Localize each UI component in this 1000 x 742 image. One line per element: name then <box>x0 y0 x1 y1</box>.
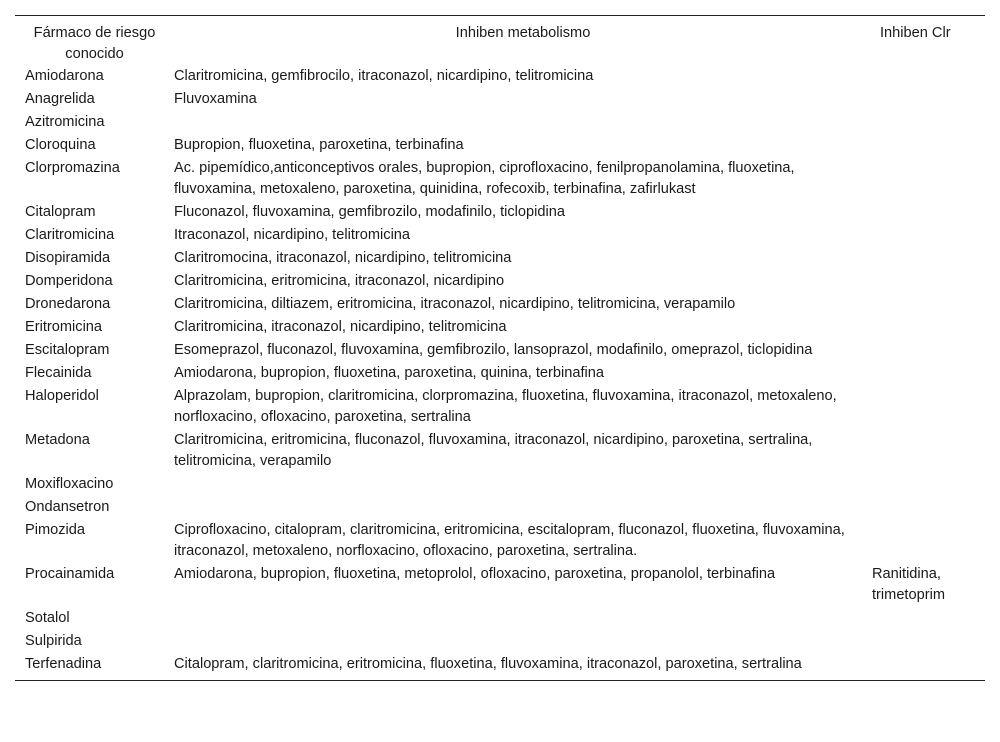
drug-name-cell: Dronedarona <box>25 296 111 312</box>
inhib-metabolism-cell: Alprazolam, bupropion, claritromicina, clorpromazina, fluoxetina, fluvoxamina, itraconazol, metoxaleno, norfloxacino, ofloxacino, paroxetina, sertralina <box>174 388 837 425</box>
inhib-metabolism-cell: Claritromicina, gemfibrocilo, itraconazol, nicardipino, telitromicina <box>174 68 594 84</box>
drug-name-cell: Moxifloxacino <box>25 476 114 492</box>
table-row <box>15 496 985 519</box>
inhib-metabolism-cell <box>174 473 872 496</box>
drug-name-cell: Metadona <box>25 432 90 448</box>
inhib-clr-cell <box>872 157 985 201</box>
table-row <box>15 224 985 247</box>
inhib-metabolism-cell <box>174 111 872 134</box>
table-row <box>15 630 985 653</box>
inhib-clr-cell <box>872 65 985 88</box>
drug-name-cell: Disopiramida <box>25 250 111 266</box>
drug-name-cell: Domperidona <box>25 273 113 289</box>
drug-name-cell: Citalopram <box>25 204 96 220</box>
inhib-metabolism-cell <box>174 496 872 519</box>
inhib-metabolism-cell: Claritromicina, eritromicina, fluconazol, fluvoxamina, itraconazol, nicardipino, paroxetina, sertralina, telitromicina, verapamilo <box>174 432 813 469</box>
inhib-clr-cell <box>872 201 985 224</box>
inhib-metabolism-cell: Amiodarona, bupropion, fluoxetina, paroxetina, quinina, terbinafina <box>174 365 604 381</box>
table-row <box>15 653 985 680</box>
inhib-metabolism-cell: Claritromicina, itraconazol, nicardipino, telitromicina <box>174 319 507 335</box>
header-drug: Fármaco de riesgo conocido <box>33 25 156 62</box>
header-inhib-metabolism: Inhiben metabolismo <box>455 25 591 41</box>
drug-name-cell: Procainamida <box>25 566 115 582</box>
inhib-clr-cell <box>872 224 985 247</box>
inhib-clr-cell <box>872 473 985 496</box>
inhib-metabolism-cell: Ciprofloxacino, citalopram, claritromicina, eritromicina, escitalopram, fluconazol, fluoxetina, fluvoxamina, itraconazol, metoxaleno, norfloxacino, ofloxacino, paroxetina, sertralina. <box>174 522 845 559</box>
inhib-metabolism-cell: Claritromicina, eritromicina, itraconazol, nicardipino <box>174 273 505 289</box>
drug-name-cell: Ondansetron <box>25 499 110 515</box>
drug-name-cell: Amiodarona <box>25 68 104 84</box>
table-row <box>15 65 985 88</box>
inhib-clr-cell <box>872 339 985 362</box>
inhib-clr-cell <box>872 362 985 385</box>
inhib-clr-cell <box>872 88 985 111</box>
inhib-metabolism-cell: Bupropion, fluoxetina, paroxetina, terbinafina <box>174 137 464 153</box>
drug-name-cell: Clorpromazina <box>25 160 120 176</box>
inhib-metabolism-cell <box>174 607 872 630</box>
drug-name-cell: Terfenadina <box>25 656 102 672</box>
inhib-clr-cell: Ranitidina, trimetoprim <box>872 566 945 603</box>
inhib-metabolism-cell: Esomeprazol, fluconazol, fluvoxamina, gemfibrozilo, lansoprazol, modafinilo, omeprazol, ticlopidina <box>174 342 813 358</box>
inhib-clr-cell <box>872 247 985 270</box>
table-row <box>15 362 985 385</box>
inhib-metabolism-cell: Ac. pipemídico,anticonceptivos orales, bupropion, ciprofloxacino, fenilpropanolamina, fluoxetina, fluvoxamina, metoxaleno, paroxetina, quinidina, rofecoxib, terbinafina, zafirlukast <box>174 160 795 197</box>
header-inhib-clr: Inhiben Clr <box>880 25 951 41</box>
drug-name-cell: Flecainida <box>25 365 92 381</box>
inhib-metabolism-cell: Citalopram, claritromicina, eritromicina, fluoxetina, fluvoxamina, itraconazol, paroxetina, sertralina <box>174 656 802 672</box>
inhib-clr-cell <box>872 134 985 157</box>
table-row <box>15 607 985 630</box>
drug-name-cell: Anagrelida <box>25 91 95 107</box>
inhib-clr-cell <box>872 607 985 630</box>
drug-interaction-table-container <box>15 15 985 681</box>
table-row <box>15 157 985 201</box>
table-body <box>15 65 985 680</box>
table-row <box>15 201 985 224</box>
table-header-row <box>15 16 985 65</box>
table-row <box>15 293 985 316</box>
table-row <box>15 316 985 339</box>
table-row <box>15 385 985 429</box>
inhib-clr-cell <box>872 429 985 473</box>
drug-name-cell: Pimozida <box>25 522 86 538</box>
table-row <box>15 247 985 270</box>
drug-name-cell: Sulpirida <box>25 633 82 649</box>
drug-interaction-table <box>15 16 985 680</box>
inhib-clr-cell <box>872 111 985 134</box>
inhib-clr-cell <box>872 385 985 429</box>
table-row <box>15 88 985 111</box>
inhib-clr-cell <box>872 496 985 519</box>
drug-name-cell: Sotalol <box>25 610 70 626</box>
table-row <box>15 519 985 563</box>
inhib-metabolism-cell: Fluvoxamina <box>174 91 257 107</box>
inhib-metabolism-cell <box>174 630 872 653</box>
inhib-metabolism-cell: Claritromocina, itraconazol, nicardipino, telitromicina <box>174 250 512 266</box>
inhib-clr-cell <box>872 630 985 653</box>
drug-name-cell: Eritromicina <box>25 319 103 335</box>
inhib-clr-cell <box>872 270 985 293</box>
table-row <box>15 339 985 362</box>
inhib-metabolism-cell: Amiodarona, bupropion, fluoxetina, metoprolol, ofloxacino, paroxetina, propanolol, terbinafina <box>174 566 776 582</box>
drug-name-cell: Claritromicina <box>25 227 115 243</box>
inhib-metabolism-cell: Claritromicina, diltiazem, eritromicina, itraconazol, nicardipino, telitromicina, verapamilo <box>174 296 736 312</box>
drug-name-cell: Escitalopram <box>25 342 110 358</box>
table-row <box>15 473 985 496</box>
table-row <box>15 270 985 293</box>
table-row <box>15 563 985 607</box>
inhib-clr-cell <box>872 316 985 339</box>
drug-name-cell: Cloroquina <box>25 137 96 153</box>
table-row <box>15 429 985 473</box>
inhib-metabolism-cell: Itraconazol, nicardipino, telitromicina <box>174 227 411 243</box>
inhib-clr-cell <box>872 293 985 316</box>
inhib-clr-cell <box>872 519 985 563</box>
table-row <box>15 134 985 157</box>
table-row <box>15 111 985 134</box>
drug-name-cell: Azitromicina <box>25 114 105 130</box>
drug-name-cell: Haloperidol <box>25 388 99 404</box>
inhib-metabolism-cell: Fluconazol, fluvoxamina, gemfibrozilo, modafinilo, ticlopidina <box>174 204 565 220</box>
inhib-clr-cell <box>872 653 985 680</box>
